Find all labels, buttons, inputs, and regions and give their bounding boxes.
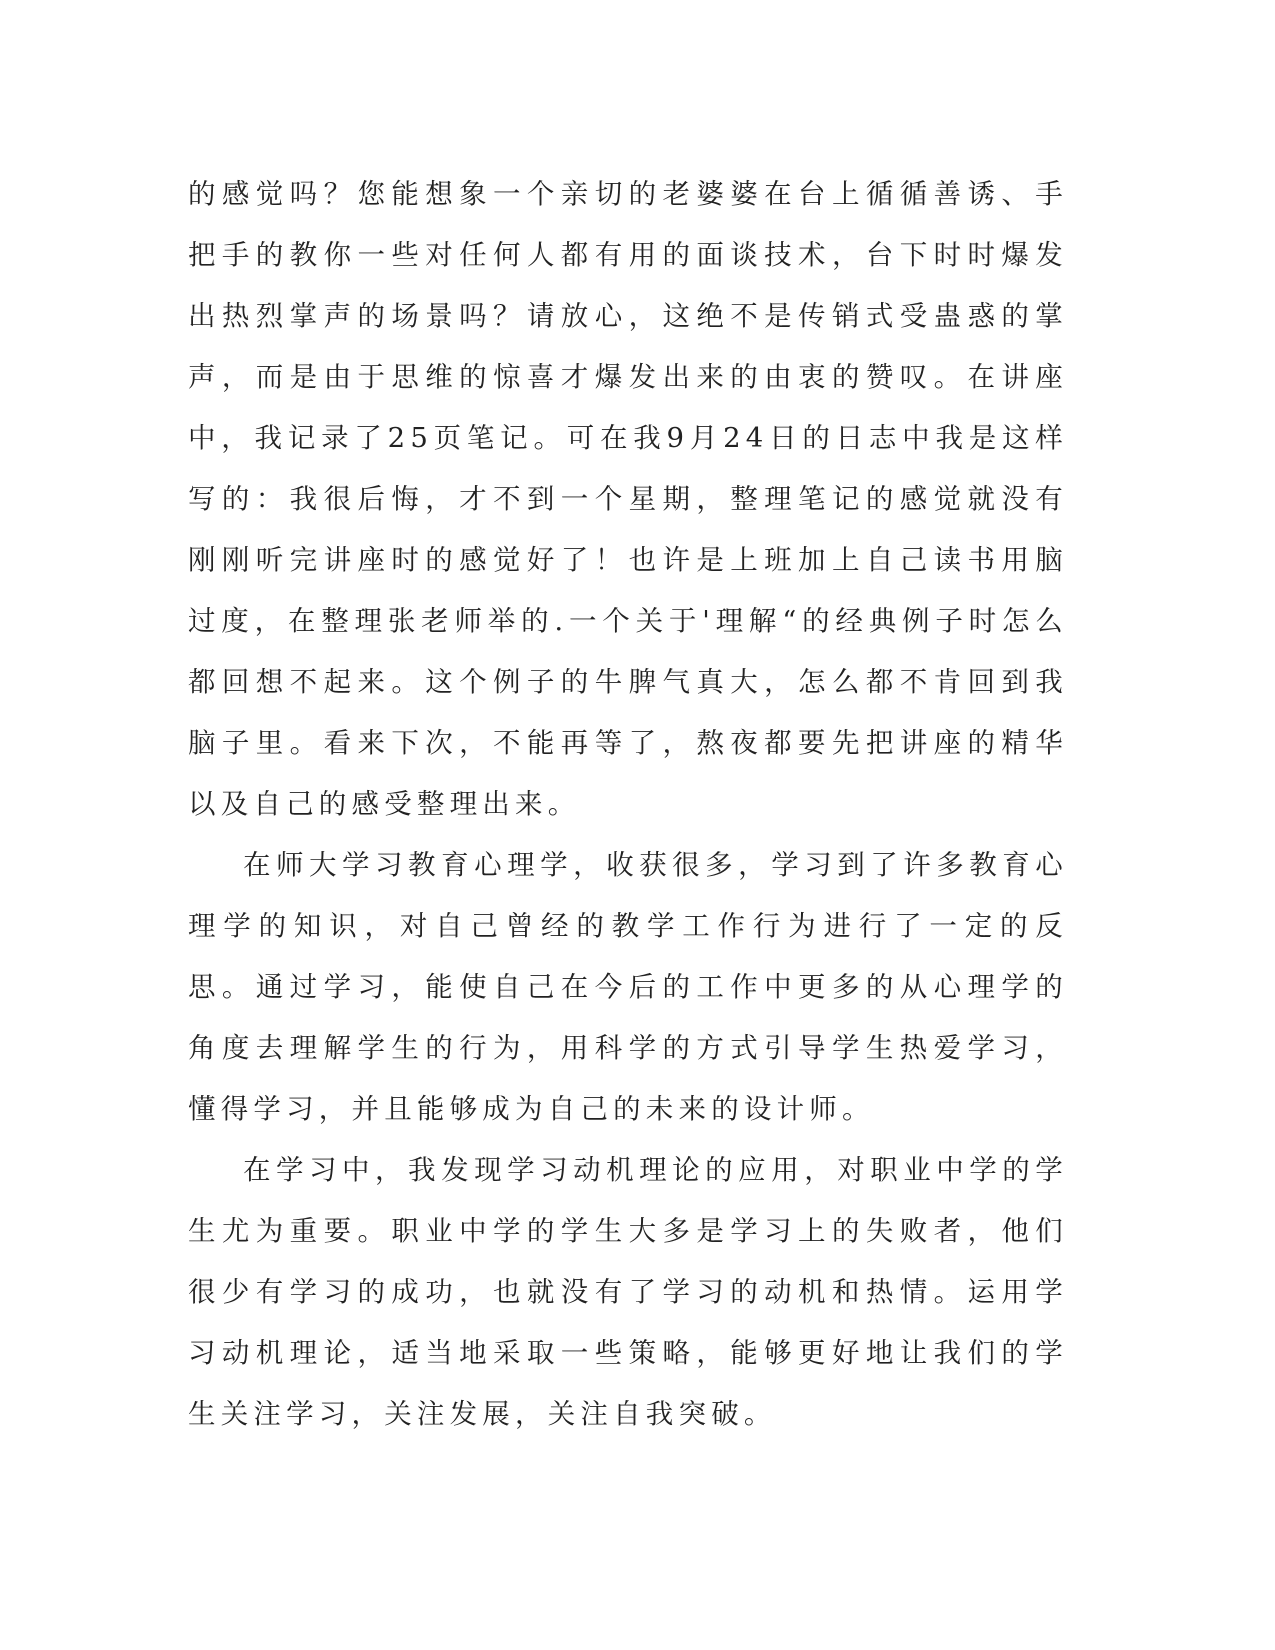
paragraph-3: 在学习中，我发现学习动机理论的应用，对职业中学的学生尤为重要。职业中学的学生大多是学习上的失败者，他们很少有学习的成功，也就没有了学习的动机和热情。运用学习动机理论，适当地采取一些策略，能够更好地让我们的学生关注学习，关注发展，关注自我突破。 xyxy=(188,1154,1068,1430)
paragraph-2: 在师大学习教育心理学，收获很多，学习到了许多教育心理学的知识，对自己曾经的教学工作行为进行了一定的反思。通过学习，能使自己在今后的工作中更多的从心理学的角度去理解学生的行为，用科学的方式引导学生热爱学习，懂得学习，并且能够成为自己的未来的设计师。 xyxy=(188,849,1068,1125)
document-body xyxy=(188,164,1068,1445)
paragraph-1: 的感觉吗？您能想象一个亲切的老婆婆在台上循循善诱、手把手的教你一些对任何人都有用的面谈技术，台下时时爆发出热烈掌声的场景吗？请放心，这绝不是传销式受蛊惑的掌声，而是由于思维的惊喜才爆发出来的由衷的赞叹。在讲座中，我记录了25页笔记。可在我9月24日的日志中我是这样写的：我很后悔，才不到一个星期，整理笔记的感觉就没有刚刚听完讲座时的感觉好了！也许是上班加上自己读书用脑过度，在整理张老师举的.一个关于'理解“的经典例子时怎么都回想不起来。这个例子的牛脾气真大，怎么都不肯回到我脑子里。看来下次，不能再等了，熬夜都要先把讲座的精华以及自己的感受整理出来。 xyxy=(188,178,1068,820)
